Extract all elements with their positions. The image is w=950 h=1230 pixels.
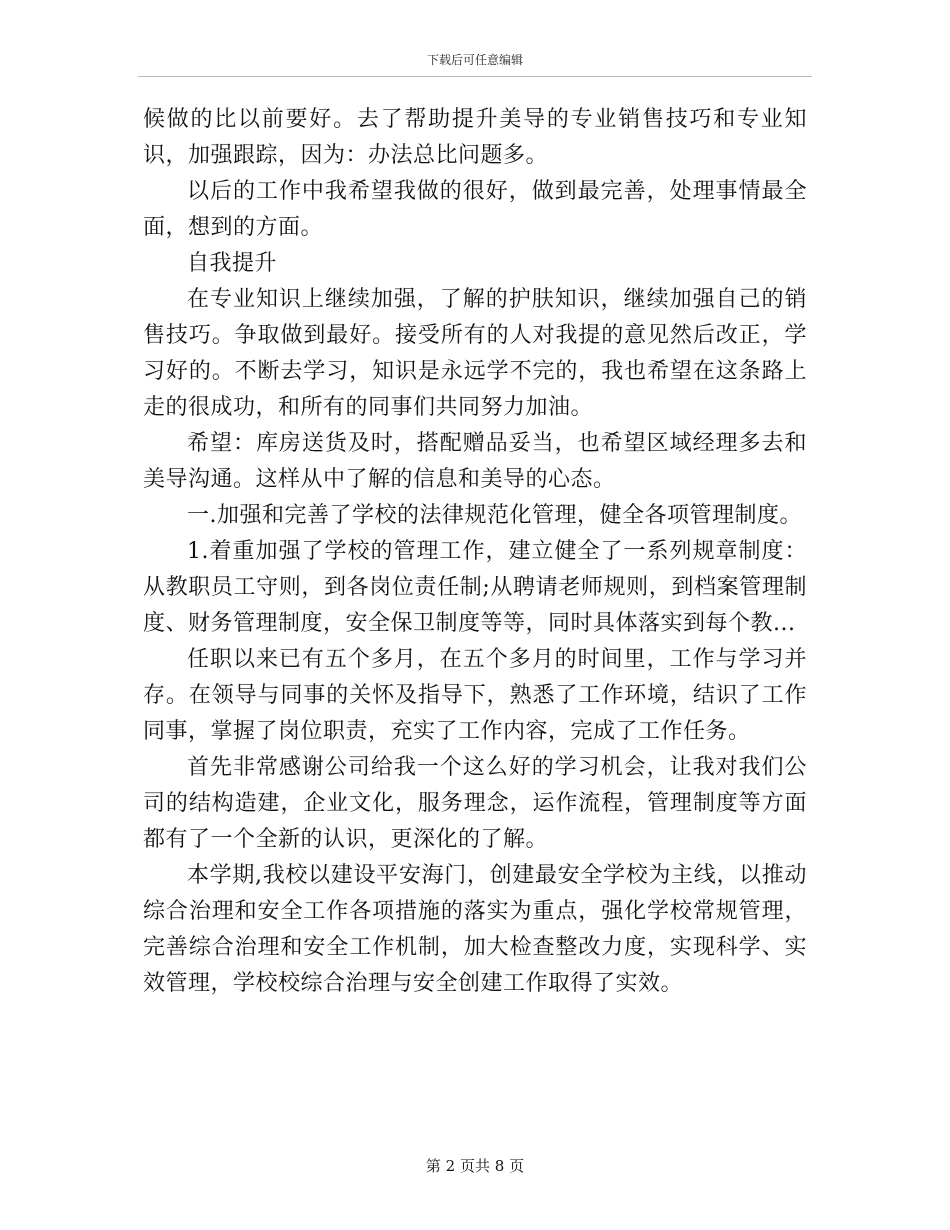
header-divider	[138, 76, 812, 77]
page-footer: 第 2 页共 8 页	[425, 1157, 525, 1175]
paragraph-3: 在专业知识上继续加强，了解的护肤知识，继续加强自己的销售技巧。争取做到最好。接受所有的人对我提的意见然后改正，学习好的。不断去学习，知识是永远学不完的，我也希望在这条路上走的很成功，和所有的同事们共同努力加油。	[143, 287, 807, 420]
paragraph-4: 希望：库房送货及时，搭配赠品妥当，也希望区域经理多去和美导沟通。这样从中了解的信息和美导的心态。	[143, 431, 807, 492]
paragraph-2: 以后的工作中我希望我做的很好，做到最完善，处理事情最全面，想到的方面。	[143, 179, 807, 240]
paragraph-9: 本学期,我校以建设平安海门，创建最安全学校为主线，以推动综合治理和安全工作各项措施的落实为重点，强化学校常规管理，完善综合治理和安全工作机制，加大检查整改力度，实现科学、实效管理，学校校综合治理与安全创建工作取得了实效。	[143, 863, 807, 996]
document-body	[143, 102, 807, 1002]
paragraph-7: 任职以来已有五个多月，在五个多月的时间里，工作与学习并存。在领导与同事的关怀及指导下，熟悉了工作环境，结识了工作同事，掌握了岗位职责，充实了工作内容，完成了工作任务。	[143, 647, 807, 744]
section-heading-self-improvement: 自我提升	[187, 251, 278, 276]
paragraph-6: 1.着重加强了学校的管理工作，建立健全了一系列规章制度：从教职员工守则，到各岗位责任制;从聘请老师规则，到档案管理制度、财务管理制度，安全保卫制度等等，同时具体落实到每个教...	[143, 539, 807, 636]
paragraph-1: 候做的比以前要好。去了帮助提升美导的专业销售技巧和专业知识，加强跟踪，因为：办法总比问题多。	[143, 107, 807, 168]
paragraph-5: 一.加强和完善了学校的法律规范化管理，健全各项管理制度。	[187, 503, 802, 528]
paragraph-8: 首先非常感谢公司给我一个这么好的学习机会，让我对我们公司的结构造建，企业文化，服务理念，运作流程，管理制度等方面都有了一个全新的认识，更深化的了解。	[143, 755, 807, 852]
page-header: 下载后可任意编辑	[426, 53, 523, 67]
